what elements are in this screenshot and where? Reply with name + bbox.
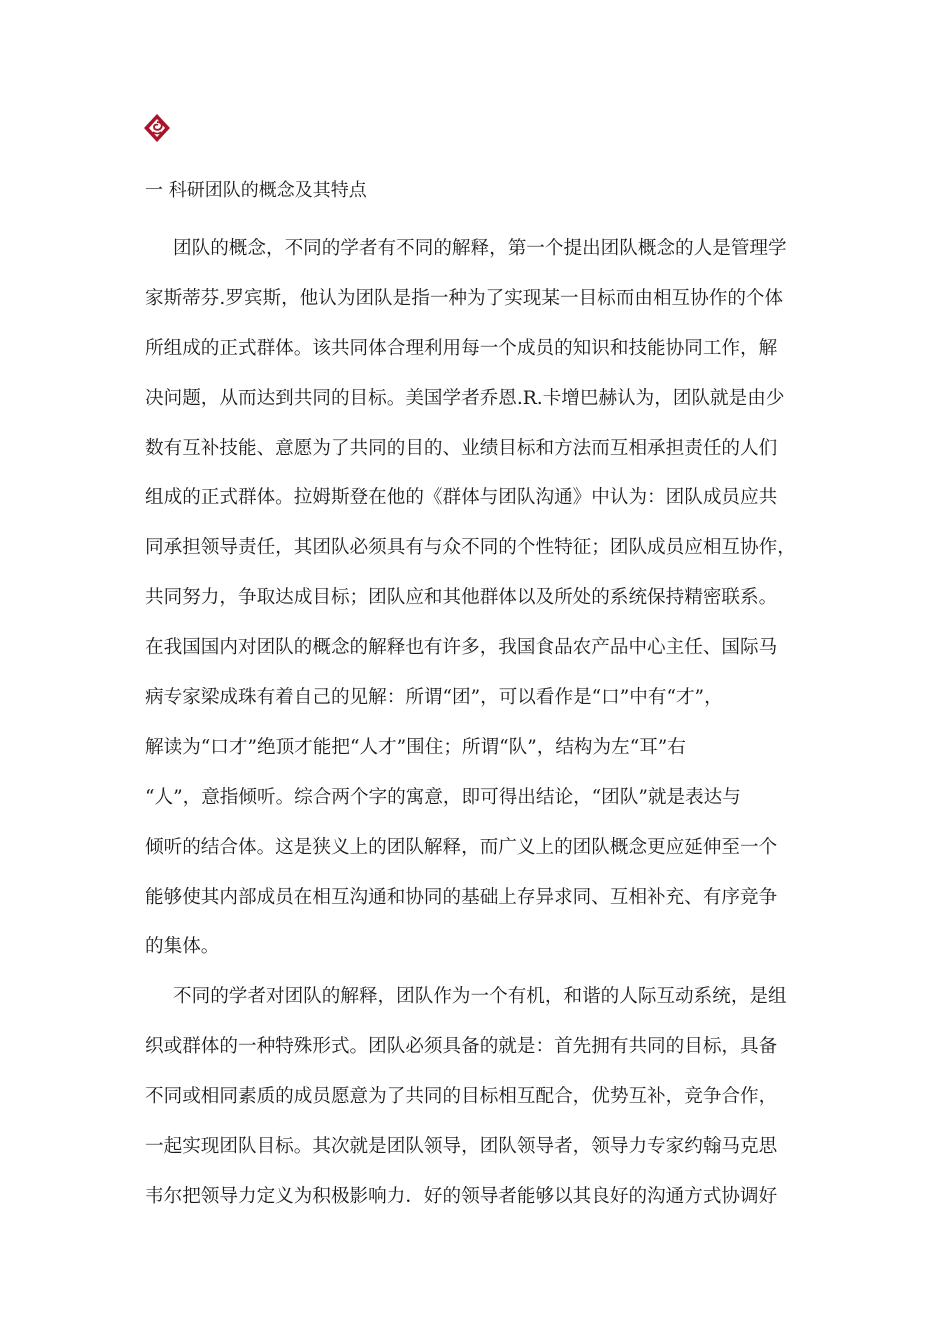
text-line [145,473,815,523]
text-line [145,773,815,823]
text-line [145,1172,815,1222]
text-line [145,324,815,374]
text-line [145,922,815,972]
text-line [145,723,815,773]
text-line [145,1072,815,1122]
text-line-content: 决问题，从而达到共同的目标。美国学者乔恩.R.卡增巴赫认为，团队就是由少 [145,387,785,409]
text-line [145,673,815,723]
text-line-content: 不同的学者对团队的解释，团队作为一个有机，和谐的人际互动系统，是组 [173,986,787,1008]
text-line [145,573,815,623]
text-line-content: 的集体。 [145,936,220,958]
body-text [145,224,815,1222]
text-line-content: 一起实现团队目标。其次就是团队领导，团队领导者，领导力专家约翰马克思 [145,1136,778,1158]
text-line-content: 病专家梁成珠有着自己的见解：所谓“团”，可以看作是“口”中有“才”， [145,687,723,709]
text-line [145,972,815,1022]
text-line-content: 数有互补技能、意愿为了共同的目的、业绩目标和方法而互相承担责任的人们 [145,437,778,459]
text-line-content: 组成的正式群体。拉姆斯登在他的《群体与团队沟通》中认为：团队成员应共 [145,487,778,509]
text-line-content: 能够使其内部成员在相互沟通和协同的基础上存异求同、互相补充、有序竞争 [145,886,778,908]
section-heading: 一 科研团队的概念及其特点 [145,180,367,201]
text-line-content: 同承担领导责任，其团队必须具有与众不同的个性特征；团队成员应相互协作， [145,537,796,559]
text-line-content: 所组成的正式群体。该共同体合理利用每一个成员的知识和技能协同工作，解 [145,337,778,359]
text-line-content: 家斯蒂芬.罗宾斯，他认为团队是指一种为了实现某一目标而由相互协作的个体 [145,287,784,309]
text-line [145,274,815,324]
text-line [145,623,815,673]
text-line-content: 织或群体的一种特殊形式。团队必须具备的就是：首先拥有共同的目标，具备 [145,1036,778,1058]
text-line [145,523,815,573]
text-line [145,1022,815,1072]
text-line-content: 团队的概念，不同的学者有不同的解释，第一个提出团队概念的人是管理学 [173,238,787,259]
text-line-content: 在我国国内对团队的概念的解释也有许多，我国食品农产品中心主任、国际马 [145,637,778,659]
text-line-content: 倾听的结合体。这是狭义上的团队解释，而广义上的团队概念更应延伸至一个 [145,836,778,858]
text-line-content: 共同努力，争取达成目标；团队应和其他群体以及所处的系统保持精密联系。 [145,587,778,609]
text-line [145,224,815,274]
text-line [145,873,815,923]
text-line [145,823,815,873]
text-line-content: 韦尔把领导力定义为积极影响力．好的领导者能够以其良好的沟通方式协调好 [145,1185,778,1207]
text-line [145,424,815,474]
text-line-content: 解读为“口才”绝顶才能把“人才”围住；所谓“队”，结构为左“耳”右 [145,736,686,758]
text-line-content: 不同或相同素质的成员愿意为了共同的目标相互配合，优势互补，竞争合作， [145,1086,778,1108]
red-diamond-emblem-icon [143,113,171,143]
text-line-content: “人”，意指倾听。综合两个字的寓意，即可得出结论，“团队”就是表达与 [145,786,741,808]
text-line [145,374,815,424]
text-line [145,1122,815,1172]
